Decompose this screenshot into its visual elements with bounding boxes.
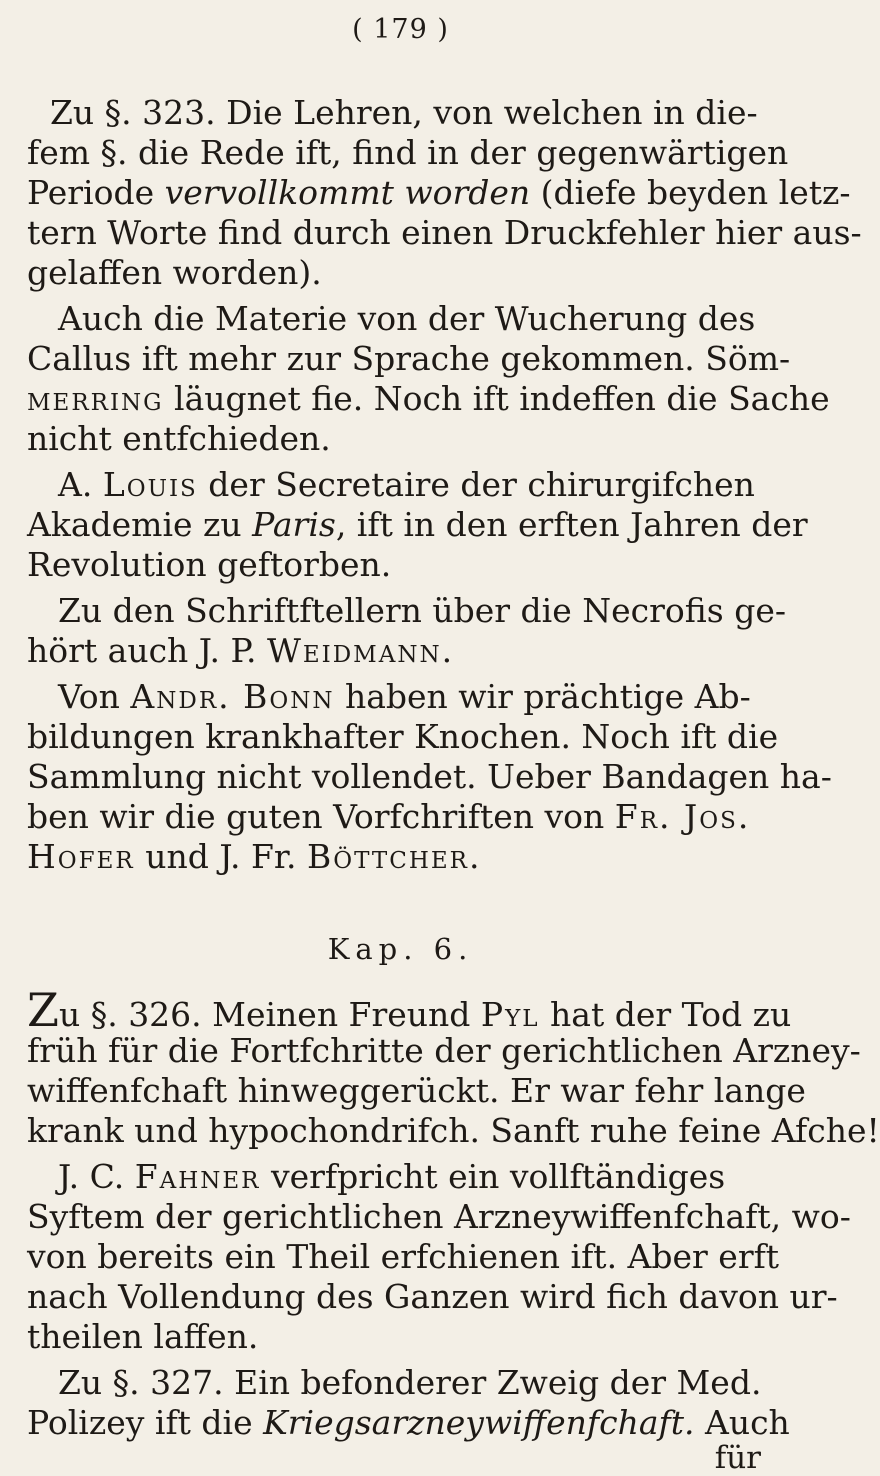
author-name: Hofer xyxy=(27,837,135,876)
text-line: Akademie zu Paris, ift in den erften Jahren der xyxy=(27,505,808,544)
text-line: wiffenfchaft hinweggerückt. Er war fehr lange xyxy=(27,1071,806,1110)
text-line: Zu §. 327. Ein befonderer Zweig der Med. xyxy=(58,1363,762,1402)
text-line: tern Worte find durch einen Druckfehler hier aus- xyxy=(27,213,862,252)
drop-cap: Z xyxy=(27,983,59,1037)
page-number: ( 179 ) xyxy=(352,14,449,45)
author-name: Fr. Jos. xyxy=(614,797,751,836)
emphasis: vervollkommt worden xyxy=(164,173,531,212)
chapter-heading: Kap. 6. xyxy=(327,932,474,966)
text-line: Syftem der gerichtlichen Arzneywiffenfchaft, wo- xyxy=(27,1197,851,1236)
author-name: Pyl xyxy=(480,995,540,1034)
author-name: Louis xyxy=(102,465,198,504)
text-line: Polizey ift die Kriegsarzneywiffenfchaft. Auch xyxy=(27,1403,790,1442)
text-line: bildungen krankhafter Knochen. Noch ift die xyxy=(27,717,779,756)
text-line: J. C. Fahner verfpricht ein vollftändiges xyxy=(58,1157,726,1196)
text-line: Auch die Materie von der Wucherung des xyxy=(58,299,756,338)
emphasis: Paris xyxy=(252,505,336,544)
text-line: Zu §. 323. Die Lehren, von welchen in die- xyxy=(50,93,758,132)
emphasis: Kriegsarzneywiffenfchaft. xyxy=(263,1403,695,1442)
author-name: merring xyxy=(27,379,164,418)
author-name: Andr. Bonn xyxy=(130,677,335,716)
text-line: von bereits ein Theil erfchienen ift. Aber erft xyxy=(27,1237,780,1276)
text-line: Zu den Schriftftellern über die Necrofis ge- xyxy=(58,591,787,630)
text-line: Callus ift mehr zur Sprache gekommen. Söm- xyxy=(27,339,791,378)
text-line: Hofer und J. Fr. Böttcher. xyxy=(27,837,482,876)
author-name: Böttcher. xyxy=(307,837,482,876)
text-line: gelaffen worden). xyxy=(27,253,322,292)
text-line: Zu §. 326. Meinen Freund Pyl hat der Tod zu xyxy=(27,983,792,1037)
text-line: hört auch J. P. Weidmann. xyxy=(27,631,455,670)
text-line: A. Louis der Secretaire der chirurgifchen xyxy=(58,465,755,504)
text-line: nach Vollendung des Ganzen wird fich davon ur- xyxy=(27,1277,838,1316)
text-line: Revolution geftorben. xyxy=(27,545,392,584)
text-line: nicht entfchieden. xyxy=(27,419,331,458)
text-line: fem §. die Rede ift, find in der gegenwärtigen xyxy=(27,133,789,172)
catchword: für xyxy=(714,1440,761,1476)
text-line: Sammlung nicht vollendet. Ueber Bandagen ha- xyxy=(27,757,832,796)
text-line: Periode vervollkommt worden (diefe beyden letz- xyxy=(27,173,851,212)
text-line: Von Andr. Bonn haben wir prächtige Ab- xyxy=(58,677,751,716)
author-name: Weidmann. xyxy=(266,631,455,670)
text-line: ben wir die guten Vorfchriften von Fr. Jos. xyxy=(27,797,751,836)
text-line: theilen laffen. xyxy=(27,1317,259,1356)
text-line: früh für die Fortfchritte der gerichtlichen Arzney- xyxy=(27,1031,861,1070)
text-line: krank und hypochondrifch. Sanft ruhe feine Afche! xyxy=(27,1111,880,1150)
text-line: merring läugnet fie. Noch ift indeffen die Sache xyxy=(27,379,830,418)
author-name: Fahner xyxy=(134,1157,261,1196)
